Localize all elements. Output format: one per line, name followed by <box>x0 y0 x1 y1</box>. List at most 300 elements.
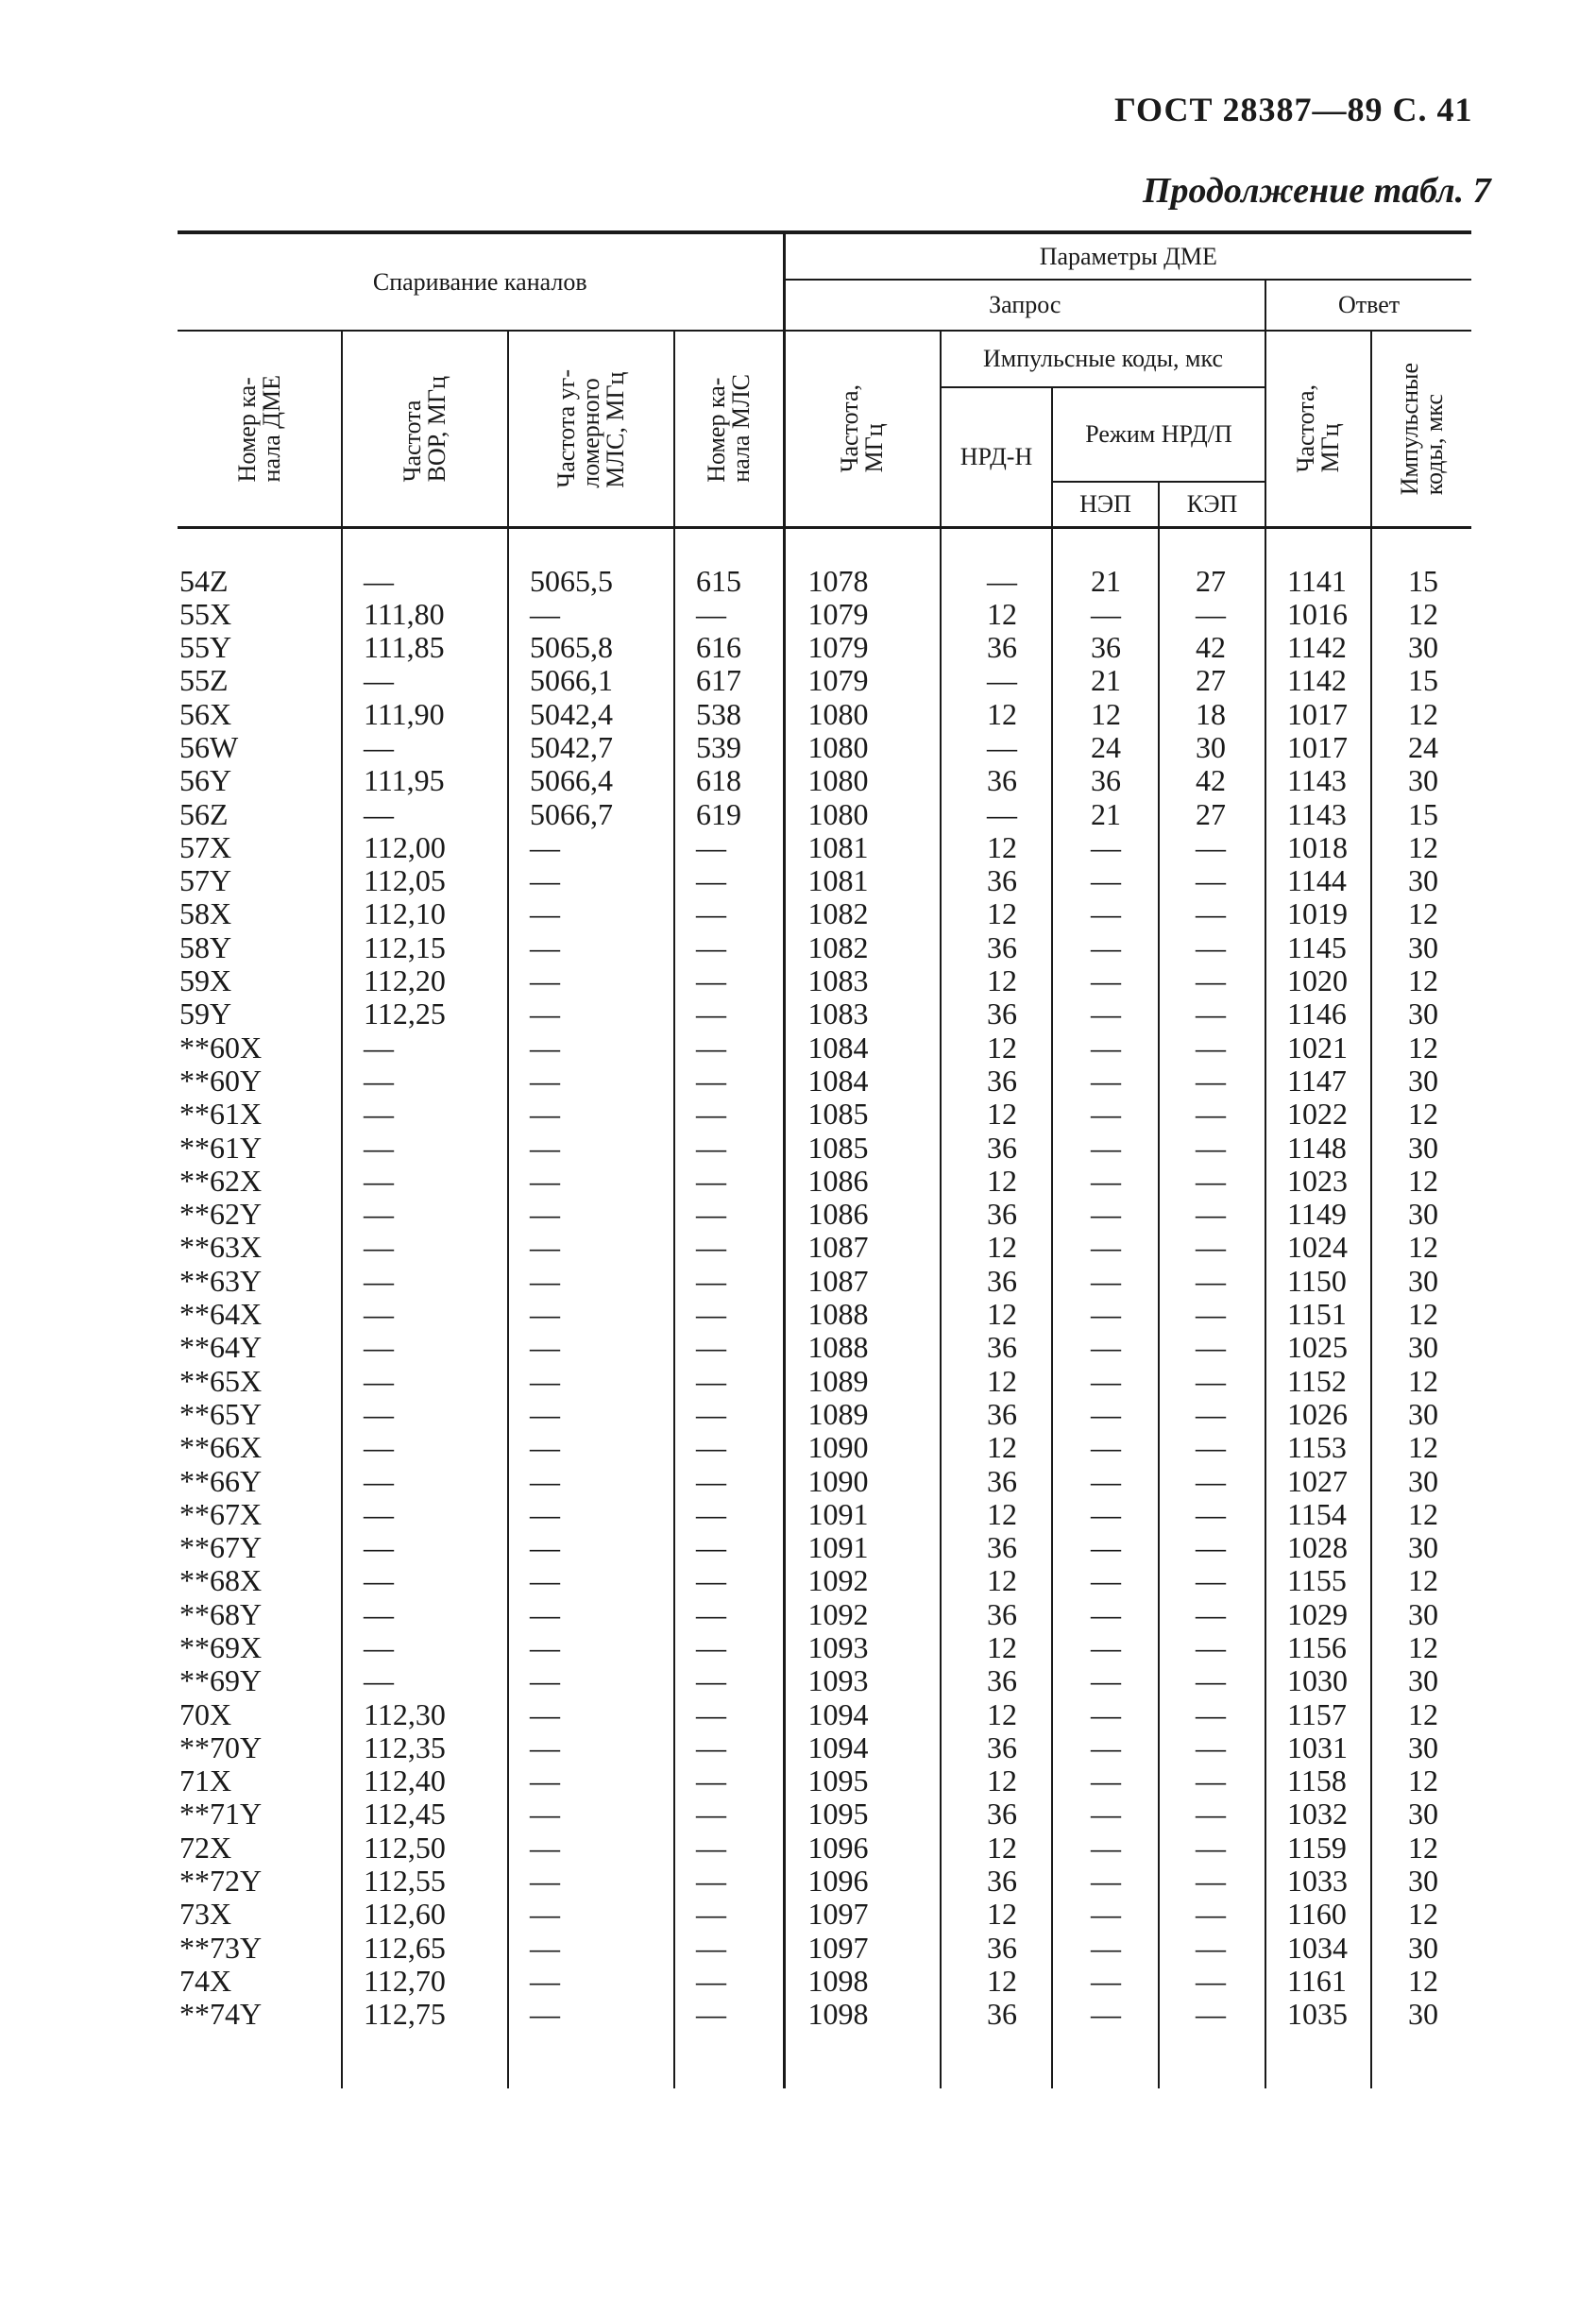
cell-nrd-n: 36 <box>941 1132 1052 1165</box>
cell-dme-channel: 56Y <box>179 763 232 798</box>
cell-request-freq: 1093 <box>784 1664 941 1697</box>
cell-nep: — <box>1052 1564 1159 1597</box>
cell-reply-freq: 1021 <box>1265 1031 1371 1065</box>
cell-mls-channel: — <box>674 1731 784 1764</box>
cell-reply-freq: 1150 <box>1265 1265 1371 1298</box>
cell-kep: — <box>1159 1298 1265 1331</box>
cell-dme-channel: **61Y <box>179 1130 263 1165</box>
cell-request-freq: 1090 <box>784 1431 941 1464</box>
cell-vor-freq: 112,40 <box>342 1764 508 1797</box>
cell-nrd-n: 12 <box>941 1031 1052 1065</box>
cell-nrd-n: 36 <box>941 1598 1052 1631</box>
cell-reply-freq: 1031 <box>1265 1731 1371 1764</box>
cell-nep: — <box>1052 997 1159 1031</box>
table-row <box>178 864 1471 897</box>
cell-request-freq: 1095 <box>784 1797 941 1831</box>
table-row <box>178 764 1471 797</box>
cell-reply-pulse: 24 <box>1371 731 1471 764</box>
cell-kep: — <box>1159 1031 1265 1065</box>
cell-mls-channel: 615 <box>674 527 784 598</box>
cell-mls-angle-freq: — <box>508 1132 674 1165</box>
cell-dme-channel: 56X <box>179 696 232 731</box>
cell-nep: — <box>1052 1598 1159 1631</box>
col-reply-pulse-codes: Импульсные коды, мкс <box>1371 331 1471 527</box>
cell-reply-freq: 1158 <box>1265 1764 1371 1797</box>
cell-mls-angle-freq: — <box>508 1431 674 1464</box>
cell-mls-angle-freq: 5065,8 <box>508 631 674 664</box>
cell-reply-freq: 1020 <box>1265 964 1371 997</box>
cell-kep: 30 <box>1159 731 1265 764</box>
cell-kep: 27 <box>1159 527 1265 598</box>
cell-nrd-n: 12 <box>941 1365 1052 1398</box>
cell-vor-freq: 112,05 <box>342 864 508 897</box>
cell-kep: — <box>1159 1797 1265 1831</box>
table-row <box>178 527 1471 598</box>
cell-mls-angle-freq: — <box>508 1165 674 1198</box>
cell-mls-angle-freq: 5042,7 <box>508 731 674 764</box>
cell-mls-channel: — <box>674 1998 784 2087</box>
cell-nrd-n: 36 <box>941 1865 1052 1898</box>
cell-request-freq: 1080 <box>784 731 941 764</box>
cell-request-freq: 1091 <box>784 1498 941 1531</box>
cell-nrd-n: 36 <box>941 997 1052 1031</box>
cell-reply-freq: 1145 <box>1265 931 1371 964</box>
cell-nep: — <box>1052 1998 1159 2087</box>
cell-nrd-n: 36 <box>941 1664 1052 1697</box>
cell-nep: — <box>1052 1831 1159 1865</box>
cell-reply-pulse: 15 <box>1371 664 1471 697</box>
cell-nrd-n: 12 <box>941 1965 1052 1998</box>
cell-dme-channel: **74Y <box>179 1997 263 2032</box>
cell-kep: — <box>1159 964 1265 997</box>
cell-request-freq: 1086 <box>784 1198 941 1231</box>
cell-request-freq: 1092 <box>784 1564 941 1597</box>
cell-reply-freq: 1149 <box>1265 1198 1371 1231</box>
cell-nrd-n: 36 <box>941 1398 1052 1431</box>
col-kep: КЭП <box>1159 482 1265 527</box>
cell-nrd-n: 36 <box>941 631 1052 664</box>
cell-reply-pulse: 30 <box>1371 631 1471 664</box>
table-row <box>178 997 1471 1031</box>
cell-reply-freq: 1161 <box>1265 1965 1371 1998</box>
cell-nrd-n: 12 <box>941 598 1052 631</box>
cell-mls-channel: 538 <box>674 698 784 731</box>
table-row <box>178 897 1471 930</box>
cell-reply-pulse: 30 <box>1371 1132 1471 1165</box>
cell-reply-freq: 1147 <box>1265 1065 1371 1098</box>
cell-kep: — <box>1159 1265 1265 1298</box>
table-row <box>178 1998 1471 2087</box>
cell-dme-channel: 59Y <box>179 997 232 1031</box>
cell-kep: 18 <box>1159 698 1265 731</box>
table-row <box>178 831 1471 864</box>
cell-kep: — <box>1159 1898 1265 1931</box>
cell-nrd-n: 12 <box>941 1898 1052 1931</box>
cell-request-freq: 1091 <box>784 1531 941 1564</box>
cell-nrd-n: 12 <box>941 1298 1052 1331</box>
cell-mls-channel: — <box>674 1165 784 1198</box>
table-row <box>178 1898 1471 1931</box>
cell-request-freq: 1078 <box>784 527 941 598</box>
cell-mls-angle-freq: — <box>508 1764 674 1797</box>
cell-reply-freq: 1019 <box>1265 897 1371 930</box>
cell-nep: — <box>1052 1298 1159 1331</box>
cell-vor-freq: 112,20 <box>342 964 508 997</box>
cell-nep: — <box>1052 1698 1159 1731</box>
cell-nrd-n: 12 <box>941 897 1052 930</box>
cell-dme-channel: **60X <box>179 1030 263 1065</box>
table-row <box>178 798 1471 831</box>
cell-request-freq: 1085 <box>784 1098 941 1131</box>
header-request: Запрос <box>784 280 1265 331</box>
cell-reply-freq: 1143 <box>1265 764 1371 797</box>
header-mode-nrd-p: Режим НРД/П <box>1052 387 1265 482</box>
page-number: ГОСТ 28387—89 С. 41 <box>1114 91 1473 128</box>
cell-kep: — <box>1159 1598 1265 1631</box>
cell-dme-channel: **68X <box>179 1563 263 1598</box>
cell-request-freq: 1082 <box>784 897 941 930</box>
cell-vor-freq: 112,75 <box>342 1998 508 2087</box>
cell-kep: 42 <box>1159 764 1265 797</box>
cell-vor-freq: — <box>342 1265 508 1298</box>
cell-dme-channel: 56Z <box>179 796 229 831</box>
cell-request-freq: 1098 <box>784 1998 941 2087</box>
table-row <box>178 1631 1471 1664</box>
cell-nep: — <box>1052 831 1159 864</box>
cell-reply-pulse: 30 <box>1371 764 1471 797</box>
cell-nrd-n: — <box>941 798 1052 831</box>
cell-kep: — <box>1159 1065 1265 1098</box>
cell-request-freq: 1096 <box>784 1865 941 1898</box>
cell-reply-pulse: 30 <box>1371 1797 1471 1831</box>
cell-reply-pulse: 30 <box>1371 1731 1471 1764</box>
cell-reply-freq: 1028 <box>1265 1531 1371 1564</box>
cell-mls-channel: — <box>674 831 784 864</box>
table-row <box>178 1598 1471 1631</box>
cell-vor-freq: — <box>342 1031 508 1065</box>
cell-nep: — <box>1052 1731 1159 1764</box>
cell-vor-freq: 112,35 <box>342 1731 508 1764</box>
cell-request-freq: 1081 <box>784 864 941 897</box>
cell-mls-angle-freq: — <box>508 897 674 930</box>
cell-nrd-n: 12 <box>941 1231 1052 1264</box>
cell-request-freq: 1084 <box>784 1031 941 1065</box>
cell-nep: — <box>1052 1398 1159 1431</box>
col-vor-freq: Частота ВОР, МГц <box>342 331 508 527</box>
cell-mls-channel: — <box>674 1764 784 1797</box>
cell-nrd-n: 36 <box>941 1065 1052 1098</box>
cell-mls-channel: 539 <box>674 731 784 764</box>
cell-nep: — <box>1052 864 1159 897</box>
cell-kep: — <box>1159 931 1265 964</box>
cell-dme-channel: **69Y <box>179 1663 263 1698</box>
col-nrd-n: НРД-Н <box>941 387 1052 527</box>
cell-nrd-n: — <box>941 527 1052 598</box>
cell-nep: — <box>1052 1198 1159 1231</box>
cell-nrd-n: 12 <box>941 1098 1052 1131</box>
cell-mls-angle-freq: 5065,5 <box>508 527 674 598</box>
cell-nrd-n: 36 <box>941 1998 1052 2087</box>
cell-kep: — <box>1159 1331 1265 1364</box>
cell-nrd-n: 36 <box>941 1531 1052 1564</box>
cell-mls-channel: — <box>674 1298 784 1331</box>
cell-mls-angle-freq: — <box>508 1998 674 2087</box>
cell-nrd-n: — <box>941 731 1052 764</box>
cell-mls-angle-freq: — <box>508 1365 674 1398</box>
cell-reply-pulse: 30 <box>1371 1932 1471 1965</box>
cell-mls-channel: — <box>674 1598 784 1631</box>
cell-mls-angle-freq: — <box>508 1298 674 1331</box>
header-pairing: Спаривание каналов <box>178 232 784 331</box>
cell-mls-angle-freq: 5042,4 <box>508 698 674 731</box>
cell-mls-channel: — <box>674 1431 784 1464</box>
cell-reply-freq: 1016 <box>1265 598 1371 631</box>
cell-mls-channel: — <box>674 1465 784 1498</box>
cell-mls-angle-freq: — <box>508 1331 674 1364</box>
cell-reply-pulse: 12 <box>1371 1231 1471 1264</box>
cell-mls-channel: — <box>674 598 784 631</box>
cell-nrd-n: 12 <box>941 1431 1052 1464</box>
cell-kep: — <box>1159 1398 1265 1431</box>
cell-nrd-n: 12 <box>941 1764 1052 1797</box>
cell-dme-channel: **61X <box>179 1097 263 1132</box>
cell-kep: — <box>1159 598 1265 631</box>
cell-vor-freq: — <box>342 1631 508 1664</box>
cell-reply-freq: 1027 <box>1265 1465 1371 1498</box>
table-row <box>178 698 1471 731</box>
cell-reply-pulse: 12 <box>1371 1098 1471 1131</box>
cell-mls-channel: — <box>674 1231 784 1264</box>
cell-vor-freq: — <box>342 1331 508 1364</box>
cell-vor-freq: 111,80 <box>342 598 508 631</box>
cell-reply-freq: 1160 <box>1265 1898 1371 1931</box>
cell-request-freq: 1088 <box>784 1331 941 1364</box>
table-row <box>178 1531 1471 1564</box>
cell-reply-freq: 1157 <box>1265 1698 1371 1731</box>
cell-dme-channel: 74X <box>179 1963 232 1998</box>
cell-reply-pulse: 30 <box>1371 864 1471 897</box>
cell-mls-angle-freq: — <box>508 864 674 897</box>
cell-kep: — <box>1159 1731 1265 1764</box>
col-mls-angle-freq: Частота уг- ломерного МЛС, МГц <box>508 331 674 527</box>
cell-kep: — <box>1159 1431 1265 1464</box>
cell-kep: — <box>1159 1965 1265 1998</box>
cell-vor-freq: 112,65 <box>342 1932 508 1965</box>
cell-mls-angle-freq: — <box>508 598 674 631</box>
cell-request-freq: 1080 <box>784 764 941 797</box>
cell-reply-freq: 1156 <box>1265 1631 1371 1664</box>
cell-nep: — <box>1052 1965 1159 1998</box>
table-row <box>178 631 1471 664</box>
cell-nep: 21 <box>1052 798 1159 831</box>
cell-dme-channel: **68Y <box>179 1596 263 1631</box>
table-row <box>178 1498 1471 1531</box>
cell-nrd-n: 12 <box>941 1498 1052 1531</box>
cell-mls-angle-freq: — <box>508 1265 674 1298</box>
cell-kep: — <box>1159 1664 1265 1697</box>
cell-kep: — <box>1159 1165 1265 1198</box>
cell-vor-freq: — <box>342 1165 508 1198</box>
cell-reply-pulse: 12 <box>1371 598 1471 631</box>
cell-request-freq: 1098 <box>784 1965 941 1998</box>
cell-nep: — <box>1052 1365 1159 1398</box>
table-row <box>178 1165 1471 1198</box>
cell-mls-channel: — <box>674 1698 784 1731</box>
cell-mls-channel: — <box>674 1498 784 1531</box>
cell-nrd-n: 36 <box>941 1331 1052 1364</box>
cell-reply-pulse: 30 <box>1371 1265 1471 1298</box>
cell-mls-angle-freq: — <box>508 1065 674 1098</box>
cell-mls-channel: — <box>674 1831 784 1865</box>
cell-request-freq: 1097 <box>784 1932 941 1965</box>
table-row <box>178 1932 1471 1965</box>
cell-vor-freq: — <box>342 798 508 831</box>
cell-reply-pulse: 12 <box>1371 1365 1471 1398</box>
cell-mls-angle-freq: — <box>508 1098 674 1131</box>
cell-vor-freq: 112,00 <box>342 831 508 864</box>
cell-mls-angle-freq: — <box>508 1631 674 1664</box>
cell-kep: — <box>1159 1998 1265 2087</box>
cell-nep: — <box>1052 1165 1159 1198</box>
cell-kep: — <box>1159 1198 1265 1231</box>
cell-request-freq: 1080 <box>784 698 941 731</box>
header-dme-params: Параметры ДМЕ <box>784 232 1471 280</box>
cell-request-freq: 1092 <box>784 1598 941 1631</box>
cell-dme-channel: **62Y <box>179 1197 263 1232</box>
table-row <box>178 1431 1471 1464</box>
table-row <box>178 1831 1471 1865</box>
cell-dme-channel: **72Y <box>179 1864 263 1899</box>
cell-request-freq: 1088 <box>784 1298 941 1331</box>
cell-nep: — <box>1052 1465 1159 1498</box>
cell-mls-angle-freq: — <box>508 1465 674 1498</box>
cell-mls-angle-freq: — <box>508 1564 674 1597</box>
cell-reply-pulse: 12 <box>1371 1298 1471 1331</box>
cell-nep: — <box>1052 1031 1159 1065</box>
cell-vor-freq: 111,95 <box>342 764 508 797</box>
cell-vor-freq: — <box>342 1498 508 1531</box>
cell-reply-freq: 1159 <box>1265 1831 1371 1865</box>
table-row <box>178 1198 1471 1231</box>
cell-mls-channel: — <box>674 1331 784 1364</box>
table-row <box>178 1298 1471 1331</box>
cell-vor-freq: — <box>342 1398 508 1431</box>
cell-mls-channel: — <box>674 1531 784 1564</box>
cell-nrd-n: 12 <box>941 1831 1052 1865</box>
cell-vor-freq: — <box>342 1531 508 1564</box>
cell-dme-channel: **70Y <box>179 1729 263 1764</box>
cell-reply-pulse: 30 <box>1371 1065 1471 1098</box>
cell-reply-pulse: 30 <box>1371 1998 1471 2087</box>
table-row <box>178 598 1471 631</box>
table-body <box>178 527 1471 2088</box>
cell-vor-freq: 111,90 <box>342 698 508 731</box>
cell-dme-channel: **71Y <box>179 1797 263 1831</box>
cell-request-freq: 1087 <box>784 1265 941 1298</box>
table-row <box>178 1231 1471 1264</box>
cell-reply-freq: 1029 <box>1265 1598 1371 1631</box>
cell-reply-pulse: 15 <box>1371 527 1471 598</box>
col-nep: НЭП <box>1052 482 1159 527</box>
cell-mls-angle-freq: 5066,4 <box>508 764 674 797</box>
col-reply-freq: Частота, МГц <box>1265 331 1371 527</box>
cell-reply-pulse: 12 <box>1371 1498 1471 1531</box>
table-row <box>178 1098 1471 1131</box>
cell-nep: — <box>1052 1865 1159 1898</box>
cell-nrd-n: 12 <box>941 831 1052 864</box>
cell-vor-freq: — <box>342 1431 508 1464</box>
cell-mls-channel: — <box>674 1365 784 1398</box>
cell-kep: — <box>1159 1231 1265 1264</box>
cell-dme-channel: **69X <box>179 1630 263 1664</box>
cell-mls-angle-freq: — <box>508 1965 674 1998</box>
cell-nep: — <box>1052 1231 1159 1264</box>
cell-reply-pulse: 12 <box>1371 1631 1471 1664</box>
cell-kep: — <box>1159 831 1265 864</box>
table-row <box>178 1865 1471 1898</box>
cell-dme-channel: 55X <box>179 596 232 631</box>
cell-mls-channel: — <box>674 1631 784 1664</box>
cell-nrd-n: 36 <box>941 1265 1052 1298</box>
table-row <box>178 1564 1471 1597</box>
cell-request-freq: 1085 <box>784 1132 941 1165</box>
cell-nep: 36 <box>1052 764 1159 797</box>
cell-dme-channel: 55Z <box>179 663 229 698</box>
cell-mls-channel: 617 <box>674 664 784 697</box>
cell-vor-freq: 112,10 <box>342 897 508 930</box>
cell-mls-channel: — <box>674 864 784 897</box>
cell-reply-freq: 1155 <box>1265 1564 1371 1597</box>
cell-mls-channel: — <box>674 1265 784 1298</box>
cell-mls-channel: — <box>674 1398 784 1431</box>
cell-nep: — <box>1052 1898 1159 1931</box>
cell-mls-channel: — <box>674 997 784 1031</box>
cell-vor-freq: — <box>342 527 508 598</box>
table-row <box>178 731 1471 764</box>
cell-kep: — <box>1159 1764 1265 1797</box>
cell-kep: — <box>1159 1531 1265 1564</box>
cell-mls-angle-freq: — <box>508 1865 674 1898</box>
cell-mls-angle-freq: 5066,1 <box>508 664 674 697</box>
cell-vor-freq: 112,60 <box>342 1898 508 1931</box>
cell-reply-freq: 1142 <box>1265 664 1371 697</box>
cell-dme-channel: 73X <box>179 1897 232 1932</box>
cell-mls-channel: — <box>674 1932 784 1965</box>
cell-mls-channel: — <box>674 1031 784 1065</box>
cell-reply-pulse: 12 <box>1371 1831 1471 1865</box>
cell-request-freq: 1080 <box>784 798 941 831</box>
cell-dme-channel: 57X <box>179 829 232 864</box>
cell-reply-pulse: 12 <box>1371 831 1471 864</box>
cell-reply-freq: 1154 <box>1265 1498 1371 1531</box>
cell-mls-angle-freq: — <box>508 997 674 1031</box>
cell-reply-pulse: 12 <box>1371 897 1471 930</box>
cell-mls-channel: — <box>674 1664 784 1697</box>
cell-vor-freq: 111,85 <box>342 631 508 664</box>
cell-kep: — <box>1159 1465 1265 1498</box>
cell-kep: — <box>1159 864 1265 897</box>
cell-request-freq: 1086 <box>784 1165 941 1198</box>
cell-dme-channel: **65Y <box>179 1396 263 1431</box>
cell-request-freq: 1094 <box>784 1698 941 1731</box>
cell-nrd-n: 36 <box>941 1198 1052 1231</box>
cell-reply-pulse: 30 <box>1371 1331 1471 1364</box>
cell-nep: — <box>1052 1065 1159 1098</box>
cell-mls-channel: — <box>674 1965 784 1998</box>
cell-vor-freq: 112,50 <box>342 1831 508 1865</box>
cell-dme-channel: 72X <box>179 1830 232 1865</box>
cell-dme-channel: **66Y <box>179 1463 263 1498</box>
